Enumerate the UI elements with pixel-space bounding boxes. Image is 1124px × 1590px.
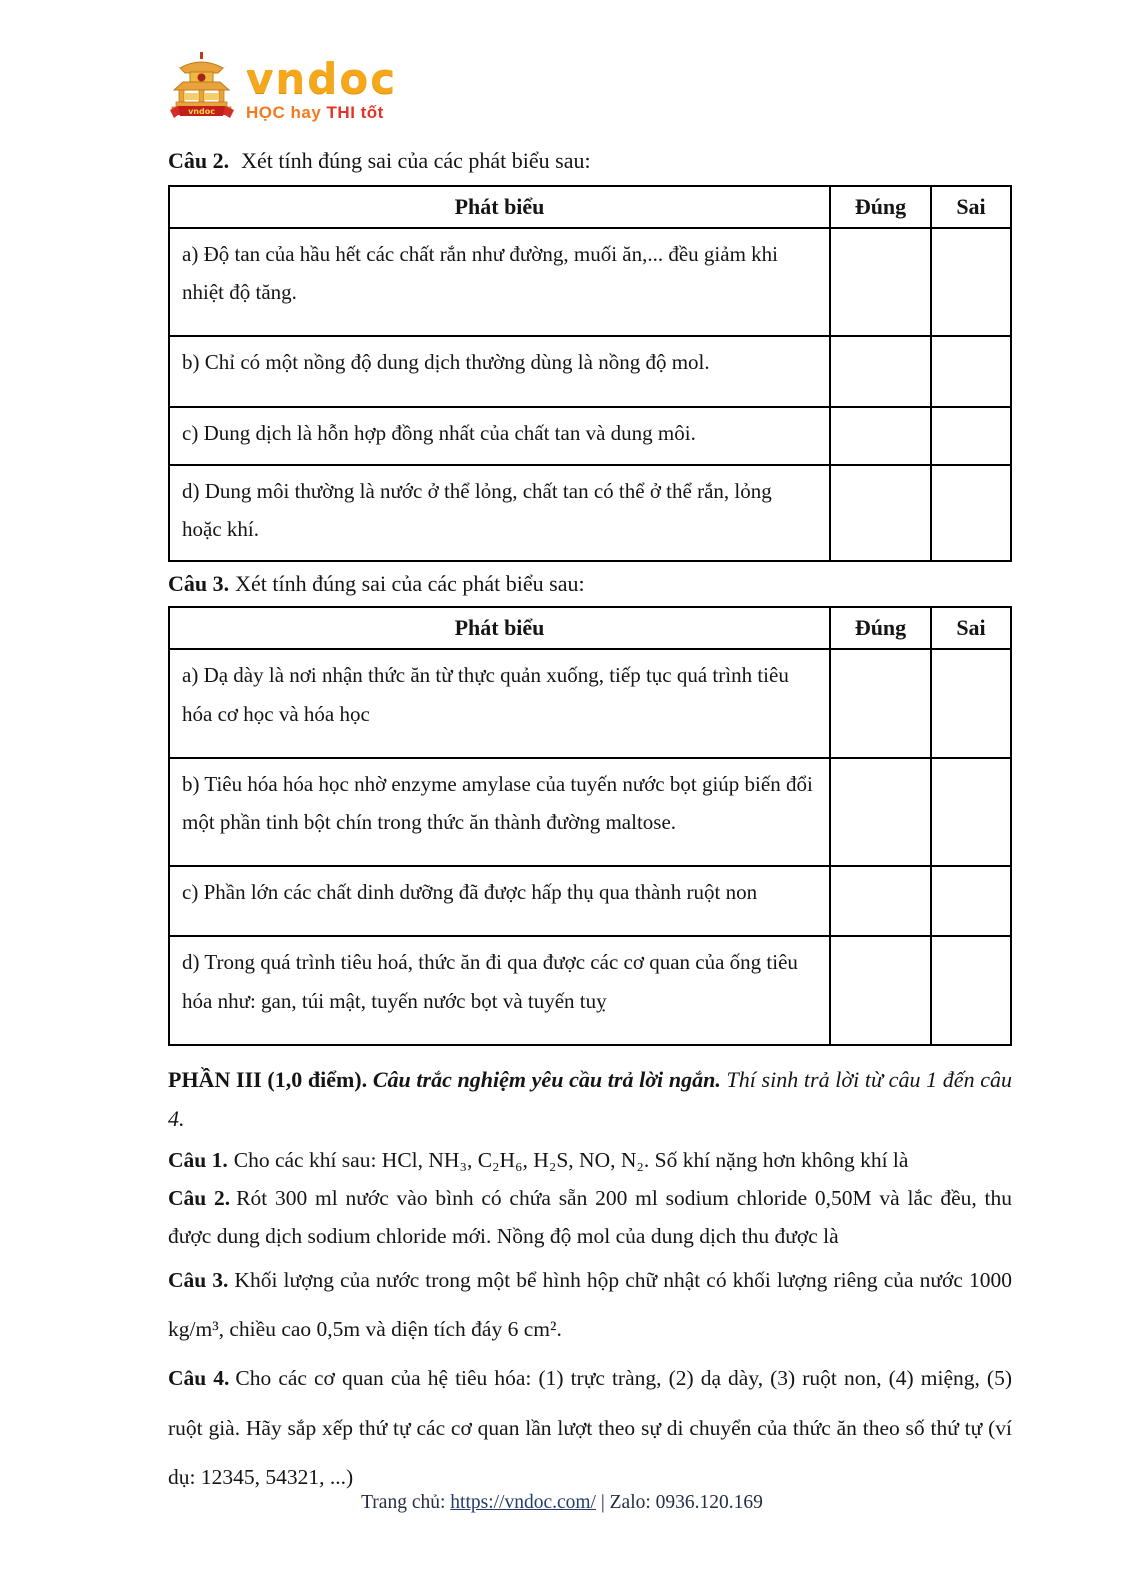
- part-3-title: PHẦN III (1,0 điểm).: [168, 1066, 373, 1092]
- part3-question-4-label: Câu 4.: [168, 1366, 230, 1391]
- part-3-subtitle: Câu trắc nghiệm yêu cầu trả lời ngắn.: [372, 1066, 727, 1092]
- table-header-row: [169, 186, 1011, 228]
- statement-b: b) Chỉ có một nồng độ dung dịch thường dùng là nồng độ mol.: [169, 336, 830, 406]
- q2-c-sai-cell[interactable]: [931, 407, 1011, 465]
- table-row: [169, 407, 1011, 465]
- table-row: [169, 336, 1011, 406]
- q3-a-dung-cell[interactable]: [830, 649, 931, 757]
- table-row: [169, 758, 1011, 866]
- q3-b-sai-cell[interactable]: [931, 758, 1011, 866]
- part3-question-1-text: Cho các khí sau: HCl, NH₃, C₂H₆, H₂S, NO, N₂. Số khí nặng hơn không khí là: [233, 1148, 909, 1173]
- q3-a-sai-cell[interactable]: [931, 649, 1011, 757]
- part3-question-4: [168, 1354, 1012, 1502]
- table-row: [169, 866, 1011, 936]
- table-row: [169, 228, 1011, 336]
- q2-b-dung-cell[interactable]: [830, 336, 931, 406]
- question-2-heading: [168, 148, 1012, 174]
- false-column-header: Sai: [931, 186, 1011, 228]
- page-footer: [0, 1492, 1124, 1514]
- q3-b-dung-cell[interactable]: [830, 758, 931, 866]
- homepage-link[interactable]: https://vndoc.com/: [450, 1492, 596, 1513]
- statement-b: b) Tiêu hóa hóa học nhờ enzyme amylase của tuyến nước bọt giúp biến đổi một phần tinh bột chín trong thức ăn thành đường maltose.: [169, 758, 830, 866]
- vndoc-temple-icon: [168, 52, 236, 126]
- table-row: [169, 465, 1011, 561]
- statement-a: a) Độ tan của hầu hết các chất rắn như đường, muối ăn,... đều giảm khi nhiệt độ tăng.: [169, 228, 830, 336]
- true-column-header: Đúng: [830, 186, 931, 228]
- footer-home-label: Trang chủ:: [361, 1492, 451, 1513]
- statement-a: a) Dạ dày là nơi nhận thức ăn từ thực quản xuống, tiếp tục quá trình tiêu hóa cơ học và hóa học: [169, 649, 830, 757]
- table-row: [169, 649, 1011, 757]
- q2-d-dung-cell[interactable]: [830, 465, 931, 561]
- part3-question-3-label: Câu 3.: [168, 1267, 229, 1292]
- statement-c: c) Dung dịch là hỗn hợp đồng nhất của chất tan và dung môi.: [169, 407, 830, 465]
- false-column-header: Sai: [931, 607, 1011, 649]
- brand-name: vndoc: [246, 54, 398, 103]
- statement-d: d) Trong quá trình tiêu hoá, thức ăn đi qua được các cơ quan của ống tiêu hóa như: gan, túi mật, tuyến nước bọt và tuyến tuỵ: [169, 936, 830, 1044]
- q2-a-sai-cell[interactable]: [931, 228, 1011, 336]
- question-2-table: [168, 185, 1012, 562]
- part3-question-1: [168, 1142, 1012, 1180]
- true-column-header: Đúng: [830, 607, 931, 649]
- question-3-table: [168, 606, 1012, 1046]
- table-row: [169, 936, 1011, 1044]
- q2-d-sai-cell[interactable]: [931, 465, 1011, 561]
- question-3-heading: [168, 571, 1012, 597]
- part3-question-3-text: Khối lượng của nước trong một bể hình hộp chữ nhật có khối lượng riêng của nước 1000 kg/m³, chiều cao 0,5m và diện tích đáy 6 cm².: [168, 1267, 1012, 1341]
- part3-question-2-text: Rót 300 ml nước vào bình có chứa sẵn 200 ml sodium chloride 0,50M và lắc đều, thu được dung dịch sodium chloride mới. Nồng độ mol của dung dịch thu được là: [168, 1185, 1012, 1248]
- statement-column-header: Phát biểu: [169, 607, 830, 649]
- footer-zalo-label: | Zalo: 0936.120.169: [595, 1492, 763, 1513]
- question-3-prompt: Xét tính đúng sai của các phát biểu sau:: [235, 571, 585, 597]
- part3-question-4-text: Cho các cơ quan của hệ tiêu hóa: (1) trực tràng, (2) dạ dày, (3) ruột non, (4) miệng, (5) ruột già. Hãy sắp xếp thứ tự các cơ quan lần lượt theo sự di chuyển của thức ăn theo số thứ tự (ví dụ: 12345, 54321, ...): [168, 1366, 1012, 1490]
- question-2-prompt: Xét tính đúng sai của các phát biểu sau:: [241, 148, 591, 173]
- statement-column-header: Phát biểu: [169, 186, 830, 228]
- tagline-part-1: HỌC hay: [246, 103, 322, 122]
- banner-text: vndoc: [188, 107, 215, 116]
- q3-d-sai-cell[interactable]: [931, 936, 1011, 1044]
- vndoc-logo: [168, 52, 1012, 128]
- table-header-row: [169, 607, 1011, 649]
- part3-question-1-label: Câu 1.: [168, 1148, 228, 1173]
- q3-c-sai-cell[interactable]: [931, 866, 1011, 936]
- brand-tagline: [246, 104, 397, 121]
- tagline-part-2: THI tốt: [326, 103, 384, 122]
- statement-c: c) Phần lớn các chất dinh dưỡng đã được hấp thụ qua thành ruột non: [169, 866, 830, 936]
- statement-d: d) Dung môi thường là nước ở thể lỏng, chất tan có thể ở thể rắn, lỏng hoặc khí.: [169, 465, 830, 561]
- q3-d-dung-cell[interactable]: [830, 936, 931, 1044]
- part-3-heading: [168, 1060, 1012, 1139]
- question-3-label: Câu 3.: [168, 571, 230, 597]
- logo-wordmark: [246, 52, 397, 121]
- part3-question-2-label: Câu 2.: [168, 1185, 231, 1210]
- question-2-label: Câu 2.: [168, 148, 230, 173]
- q3-c-dung-cell[interactable]: [830, 866, 931, 936]
- q2-a-dung-cell[interactable]: [830, 228, 931, 336]
- part-3-note: Thí sinh trả lời từ câu 1 đến câu 4.: [168, 1066, 1013, 1132]
- q2-c-dung-cell[interactable]: [830, 407, 931, 465]
- part3-question-3: [168, 1256, 1012, 1355]
- part3-question-2: [168, 1180, 1012, 1256]
- q2-b-sai-cell[interactable]: [931, 336, 1011, 406]
